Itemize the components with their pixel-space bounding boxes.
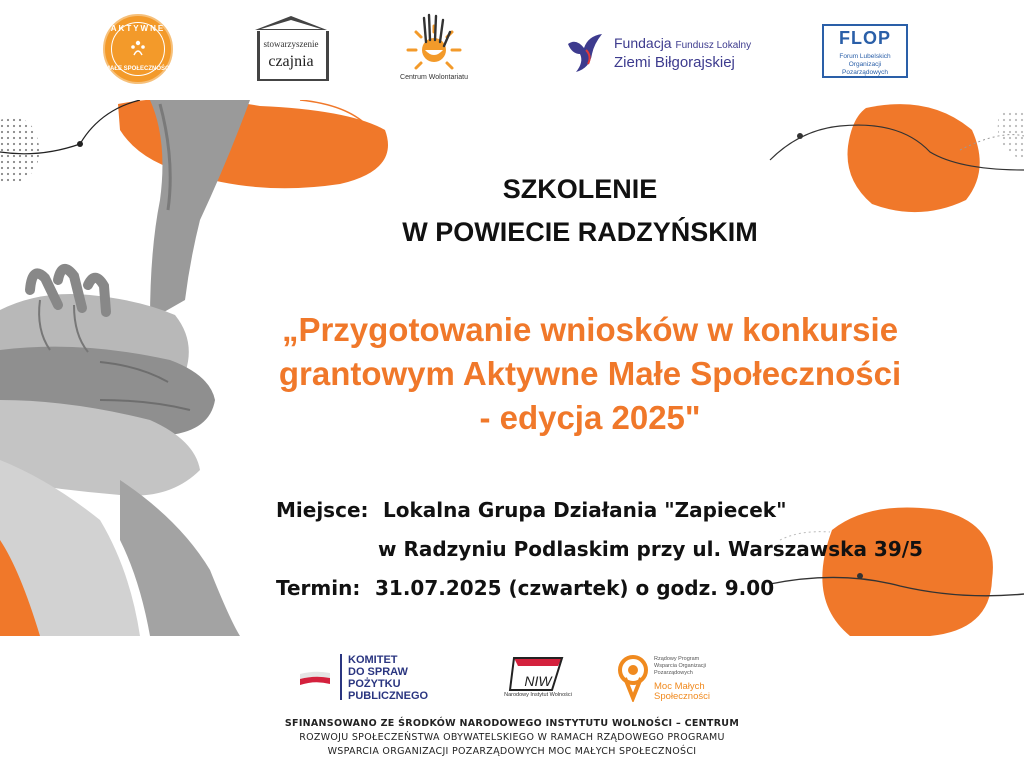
funding-statement-line3: WSPARCIA ORGANIZACJI POZARZĄDOWYCH MOC MAŁYCH SPOŁECZNOŚCI (327, 746, 697, 757)
sun-hand-icon (392, 12, 476, 74)
mms-name-line: Społeczności (654, 691, 710, 702)
place-value-line2: w Radzyniu Podlaskim przy ul. Warszawska 39/5 (378, 537, 923, 561)
logo-male-spolecznosci-text: MAŁE SPOŁECZNOŚCI (105, 66, 172, 72)
event-title: SZKOLENIE (502, 174, 658, 204)
flop-line: Pozarządowych (842, 69, 888, 76)
niw-mark-icon (500, 654, 576, 692)
term-value: 31.07.2025 (czwartek) o godz. 9.00 (375, 576, 775, 600)
niw-caption: Narodowy Instytut Wolności (504, 692, 572, 698)
people-icon (129, 38, 147, 56)
flop-line: Forum Lubelskich (839, 53, 891, 60)
fundacja-word: Fundacja (614, 35, 676, 51)
mms-name (654, 682, 710, 702)
fundacja-line2: Ziemi Biłgorajskiej (614, 54, 735, 71)
czajnia-name: czajnia (268, 53, 314, 70)
logo-aktywne-text: AKTYWNE (110, 24, 166, 33)
dove-icon (562, 28, 612, 78)
niw-logo (500, 654, 576, 704)
training-headline (190, 308, 990, 440)
kpp-line: PUBLICZNEGO (348, 690, 429, 702)
headline-line: - edycja 2025" (479, 399, 701, 436)
fundacja-logo (562, 26, 752, 78)
mms-small-text (654, 656, 706, 677)
place-label: Miejsce: (276, 498, 369, 522)
headline-line: grantowym Aktywne Małe Społeczności (278, 355, 902, 392)
kpp-divider (340, 654, 342, 700)
wolontariat-caption: Centrum Wolontariatu (400, 74, 468, 81)
event-subtitle: W POWIECIE RADZYŃSKIM (402, 217, 758, 247)
funding-statement-line2: ROZWOJU SPOŁECZEŃSTWA OBYWATELSKIEGO W RAMACH RZĄDOWEGO PROGRAMU (299, 732, 725, 743)
niw-mark-text: NIW (524, 673, 552, 689)
aktywne-male-spolecznosci-logo (103, 14, 173, 84)
flop-logo (822, 24, 908, 78)
czajnia-subtitle: stowarzyszenie (263, 39, 319, 49)
place-value-line1: Lokalna Grupa Działania "Zapiecek" (383, 498, 787, 522)
polish-flag-icon (300, 670, 330, 686)
mms-small-line: Pozarządowych (654, 670, 693, 676)
flop-subtitle (824, 53, 906, 77)
mms-name-line: Moc Małych (654, 681, 705, 692)
mms-small-line: Rządowy Program (654, 656, 700, 662)
kpp-line: DO SPRAW (348, 666, 408, 678)
fundacja-line1 (614, 35, 751, 51)
czajnia-logo (255, 16, 327, 82)
kpp-line: POŻYTKU (348, 678, 401, 690)
kpp-line: KOMITET (348, 654, 398, 666)
fundusz-lokalny-text: Fundusz Lokalny (675, 40, 752, 51)
term-label: Termin: (276, 576, 361, 600)
flop-line: Organizacji (848, 61, 882, 68)
headline-line: „Przygotowanie wniosków w konkursie (281, 311, 899, 348)
funding-statement-line1: SFINANSOWANO ZE ŚRODKÓW NARODOWEGO INSTYTUTU WOLNOŚCI – CENTRUM (284, 718, 740, 729)
roof-inner (261, 20, 321, 29)
centrum-wolontariatu-logo (392, 12, 476, 86)
flop-name: FLOP (839, 28, 891, 48)
mms-small-line: Wsparcia Organizacji (654, 663, 706, 669)
partner-logo-bar (0, 0, 1024, 100)
moc-malych-spolecznosci-logo (616, 652, 736, 704)
location-pin-icon (616, 654, 650, 702)
kpp-logo (300, 654, 470, 704)
